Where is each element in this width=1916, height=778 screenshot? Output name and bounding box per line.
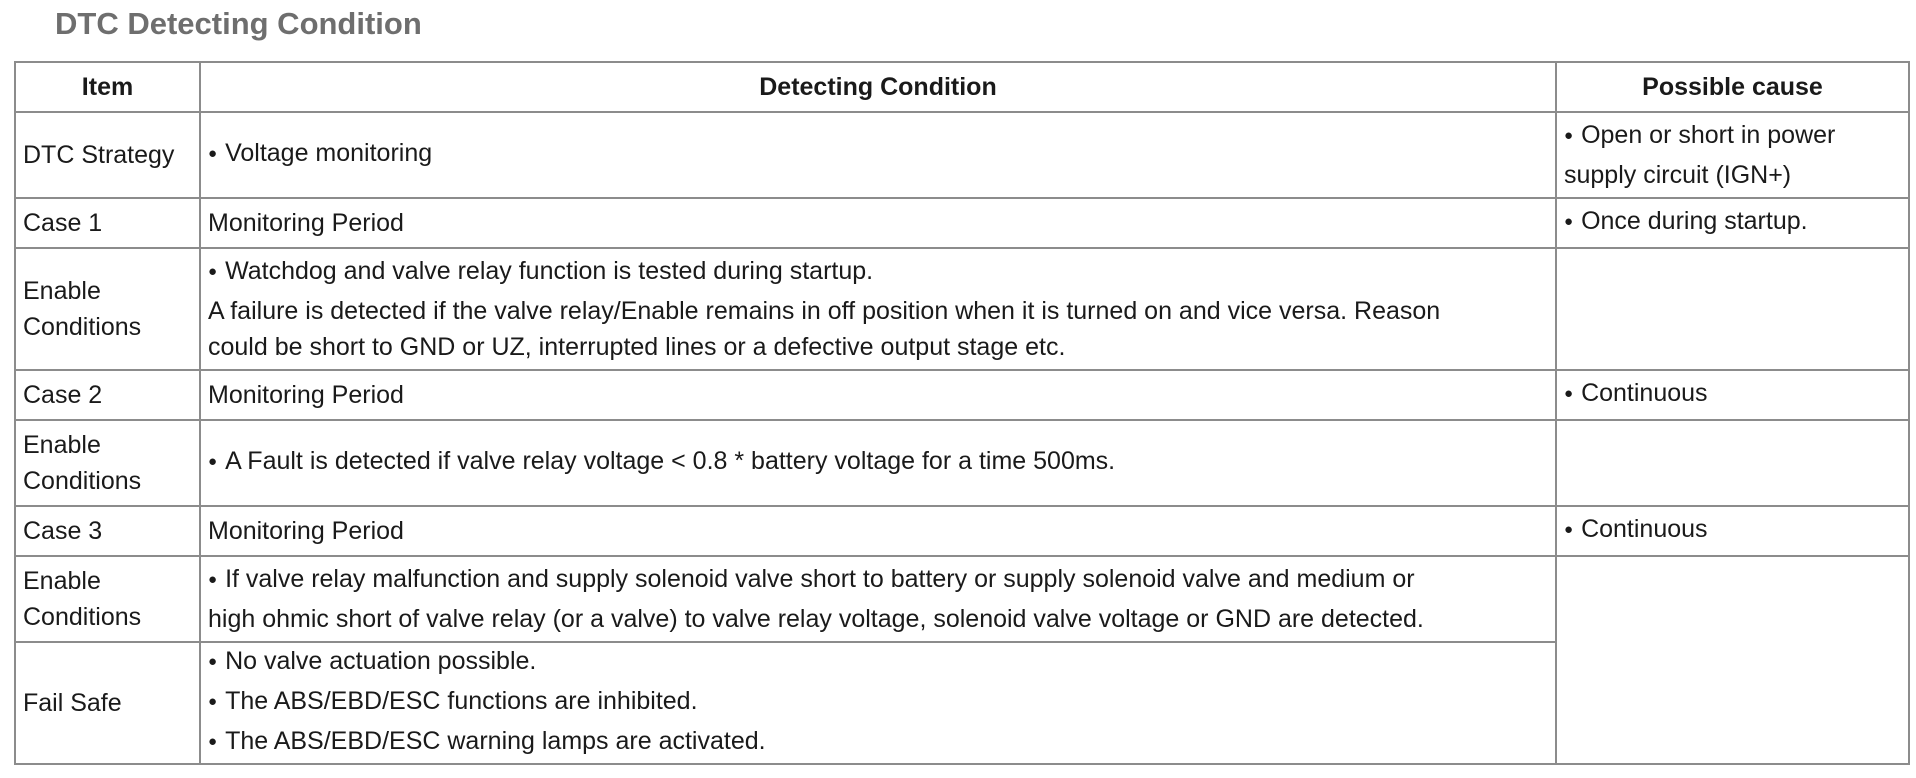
table-row-dtc-strategy xyxy=(15,112,1909,198)
case-2-cause-text: ● Continuous xyxy=(1564,375,1901,415)
cell-cause-case-1-enable xyxy=(1556,248,1909,370)
table-row-case-3-enable xyxy=(15,556,1909,642)
case-3-cause-text: ● Continuous xyxy=(1564,511,1901,551)
fail-safe-line-2: ● The ABS/EBD/ESC functions are inhibited. xyxy=(208,683,1548,723)
cell-item-fail-safe: Fail Safe xyxy=(15,642,200,764)
case-3-enable-label-1: Enable xyxy=(23,567,101,595)
cell-cause-case-3-enable xyxy=(1556,556,1909,764)
strategy-condition-text: ● Voltage monitoring xyxy=(208,135,1548,175)
strategy-cause-line-1: ● Open or short in power xyxy=(1564,117,1901,157)
cell-condition-case-2: Monitoring Period xyxy=(200,370,1556,420)
cell-item-case-1-enable xyxy=(15,248,200,370)
fail-safe-line-3: ● The ABS/EBD/ESC warning lamps are activated. xyxy=(208,723,1548,763)
cell-condition-case-1-enable xyxy=(200,248,1556,370)
cell-cause-case-3 xyxy=(1556,506,1909,556)
case-2-enable-line-1: ● A Fault is detected if valve relay voltage < 0.8 * battery voltage for a time 500ms. xyxy=(208,443,1548,483)
table-row-case-2 xyxy=(15,370,1909,420)
table-row-case-1-enable xyxy=(15,248,1909,370)
case-1-enable-label-2: Conditions xyxy=(23,313,142,341)
cell-condition-case-1: Monitoring Period xyxy=(200,198,1556,248)
table-row-case-2-enable xyxy=(15,420,1909,506)
case-1-cause-text: ● Once during startup. xyxy=(1564,203,1901,243)
cell-item-case-3: Case 3 xyxy=(15,506,200,556)
fail-safe-line-1: ● No valve actuation possible. xyxy=(208,643,1548,683)
case-1-enable-label-1: Enable xyxy=(23,277,101,305)
cell-condition-case-3-enable xyxy=(200,556,1556,642)
case-1-enable-line-3: could be short to GND or UZ, interrupted lines or a defective output stage etc. xyxy=(208,333,1066,361)
dtc-table xyxy=(14,61,1910,765)
cell-item-case-1: Case 1 xyxy=(15,198,200,248)
case-1-enable-line-2: A failure is detected if the valve relay/Enable remains in off position when it is turned on and vice versa. Reason xyxy=(208,297,1441,325)
case-3-enable-line-1: ● If valve relay malfunction and supply solenoid valve short to battery or supply solenoid valve and medium or xyxy=(208,561,1548,601)
strategy-cause-line-2: supply circuit (IGN+) xyxy=(1564,161,1792,189)
table-header-row xyxy=(15,62,1909,112)
cell-condition-strategy xyxy=(200,112,1556,198)
header-possible-cause: Possible cause xyxy=(1556,62,1909,112)
cell-cause-case-2-enable xyxy=(1556,420,1909,506)
case-1-enable-line-1: ● Watchdog and valve relay function is tested during startup. xyxy=(208,253,1548,293)
cell-cause-case-2 xyxy=(1556,370,1909,420)
cell-item-case-2-enable xyxy=(15,420,200,506)
case-2-enable-label-2: Conditions xyxy=(23,467,142,495)
table-row-case-3 xyxy=(15,506,1909,556)
header-item: Item xyxy=(15,62,200,112)
case-3-enable-label-2: Conditions xyxy=(23,603,142,631)
cell-item-case-2: Case 2 xyxy=(15,370,200,420)
cell-item-case-3-enable xyxy=(15,556,200,642)
cell-cause-case-1 xyxy=(1556,198,1909,248)
page-title: DTC Detecting Condition xyxy=(55,6,422,41)
header-detecting-condition: Detecting Condition xyxy=(200,62,1556,112)
case-3-enable-line-2: high ohmic short of valve relay (or a valve) to valve relay voltage, solenoid valve voltage or GND are detected. xyxy=(208,605,1424,633)
cell-cause-strategy xyxy=(1556,112,1909,198)
cell-condition-case-2-enable xyxy=(200,420,1556,506)
table-row-case-1 xyxy=(15,198,1909,248)
cell-item-strategy: DTC Strategy xyxy=(15,112,200,198)
cell-condition-case-3: Monitoring Period xyxy=(200,506,1556,556)
cell-condition-fail-safe xyxy=(200,642,1556,764)
case-2-enable-label-1: Enable xyxy=(23,431,101,459)
